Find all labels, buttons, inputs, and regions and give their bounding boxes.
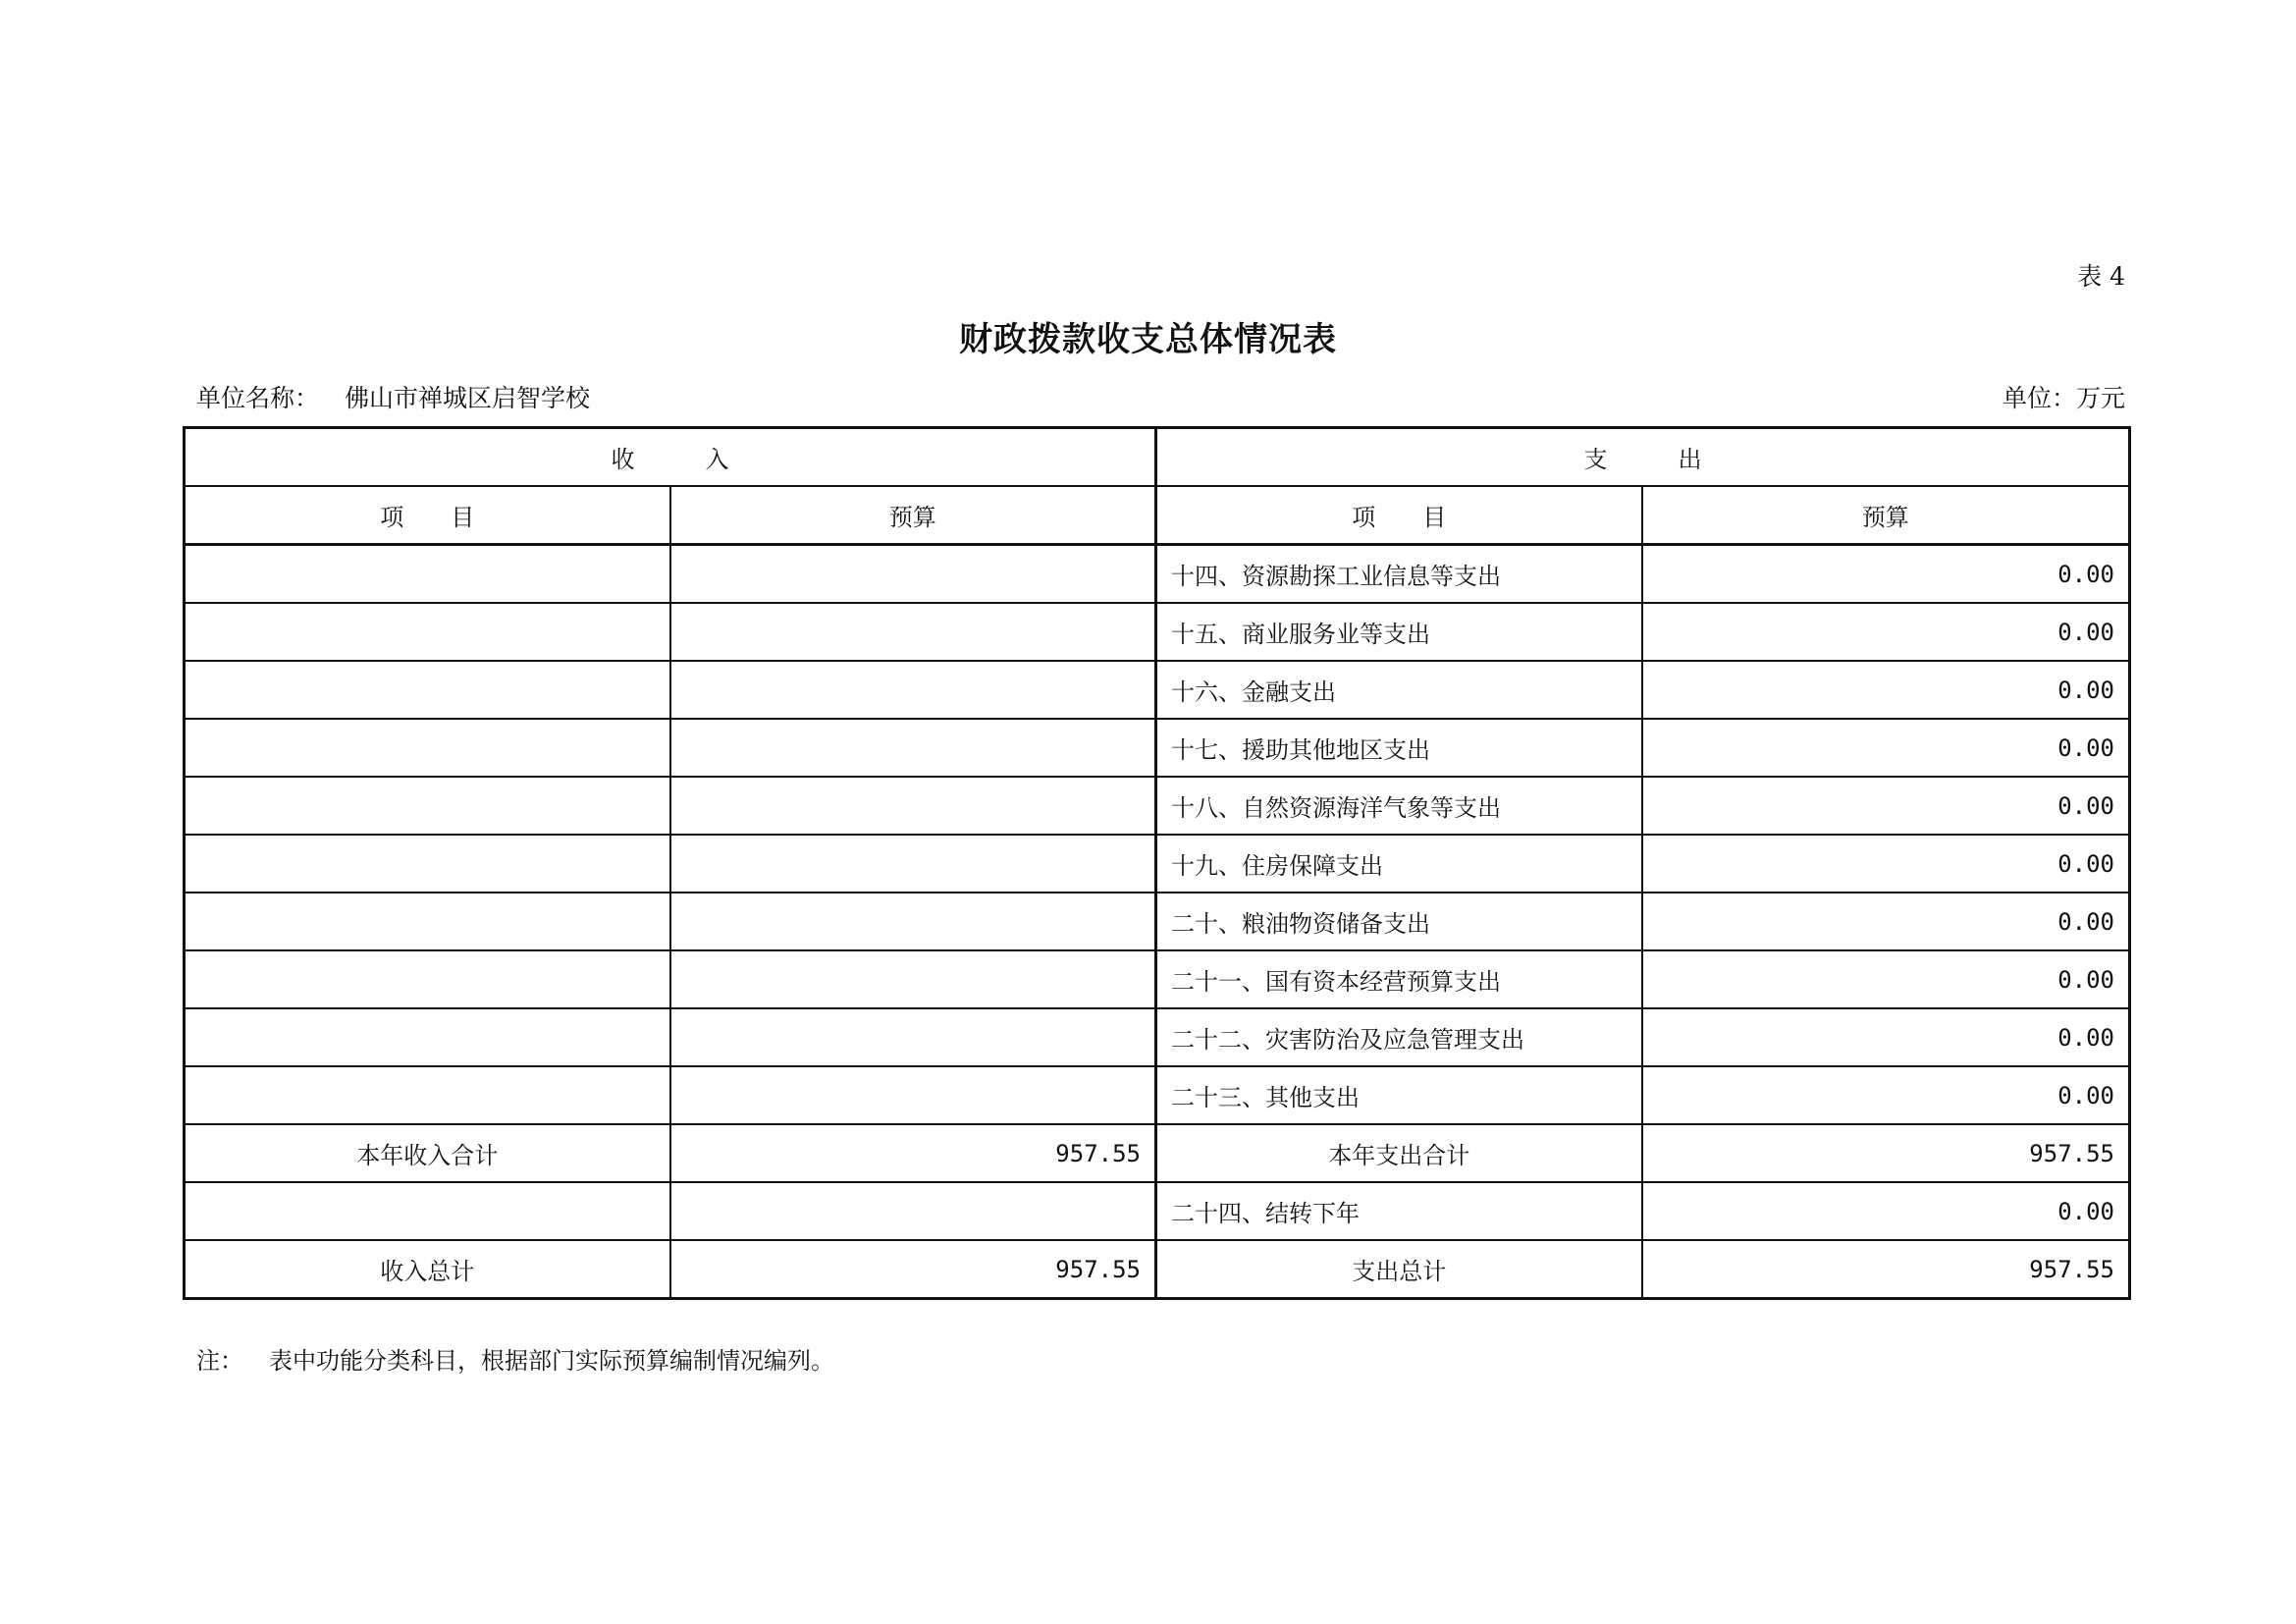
table-row [185, 893, 2130, 950]
expense-budget-cell: 0.00 [1642, 603, 2130, 661]
expense-budget-cell: 0.00 [1642, 835, 2130, 893]
income-budget-cell [670, 661, 1156, 719]
expense-item-cell: 二十三、其他支出 [1156, 1066, 1642, 1124]
expense-budget-cell: 0.00 [1642, 1182, 2130, 1240]
expense-budget-cell: 957.55 [1642, 1124, 2130, 1182]
table-row [185, 1066, 2130, 1124]
income-item-cell [185, 603, 670, 661]
expense-item-cell: 二十一、国有资本经营预算支出 [1156, 950, 1642, 1008]
expense-item-cell: 十六、金融支出 [1156, 661, 1642, 719]
expense-budget-cell: 0.00 [1642, 661, 2130, 719]
expense-budget-cell: 957.55 [1642, 1240, 2130, 1299]
income-item-cell [185, 719, 670, 777]
income-header: 收 入 [185, 428, 1156, 487]
expense-budget-cell: 0.00 [1642, 1008, 2130, 1066]
expense-item-cell: 支出总计 [1156, 1240, 1642, 1299]
income-item-cell [185, 1182, 670, 1240]
income-item-cell [185, 835, 670, 893]
income-budget-cell [670, 719, 1156, 777]
income-budget-cell [670, 835, 1156, 893]
income-budget-cell: 957.55 [670, 1240, 1156, 1299]
table-row [185, 545, 2130, 604]
expense-budget-cell: 0.00 [1642, 777, 2130, 835]
expense-item-cell: 十八、自然资源海洋气象等支出 [1156, 777, 1642, 835]
income-budget-cell [670, 777, 1156, 835]
income-item-cell [185, 545, 670, 604]
income-item-header: 项 目 [185, 486, 670, 545]
income-budget-cell [670, 545, 1156, 604]
grand-total-row [185, 1240, 2130, 1299]
table-row [185, 719, 2130, 777]
income-budget-cell [670, 893, 1156, 950]
income-budget-cell [670, 1182, 1156, 1240]
page-title: 财政拨款收支总体情况表 [959, 320, 1337, 359]
table-number: 表 4 [2077, 262, 2125, 291]
unit-name-line [196, 379, 590, 414]
income-item-cell [185, 893, 670, 950]
unit-name-label: 单位名称： [196, 384, 320, 412]
table-row [185, 661, 2130, 719]
table-row [185, 950, 2130, 1008]
table-row [185, 1008, 2130, 1066]
expense-budget-cell: 0.00 [1642, 1066, 2130, 1124]
expense-item-cell: 二十四、结转下年 [1156, 1182, 1642, 1240]
unit-label: 单位：万元 [2002, 384, 2125, 412]
income-item-cell [185, 1008, 670, 1066]
income-budget-header: 预算 [670, 486, 1156, 545]
note-text: 表中功能分类科目，根据部门实际预算编制情况编列。 [269, 1347, 834, 1375]
expense-item-cell: 十四、资源勘探工业信息等支出 [1156, 545, 1642, 604]
expense-budget-header: 预算 [1642, 486, 2130, 545]
column-header-row [185, 486, 2130, 545]
income-budget-cell [670, 1008, 1156, 1066]
expense-item-cell: 十九、住房保障支出 [1156, 835, 1642, 893]
footnote [196, 1341, 834, 1376]
income-item-cell [185, 661, 670, 719]
expense-item-cell: 二十二、灾害防治及应急管理支出 [1156, 1008, 1642, 1066]
unit-name-value: 佛山市禅城区启智学校 [345, 384, 591, 412]
expense-header: 支 出 [1156, 428, 2130, 487]
year-total-row [185, 1124, 2130, 1182]
finance-table [183, 426, 2131, 1300]
expense-budget-cell: 0.00 [1642, 950, 2130, 1008]
expense-budget-cell: 0.00 [1642, 545, 2130, 604]
income-item-cell: 收入总计 [185, 1240, 670, 1299]
section-header-row [185, 428, 2130, 487]
table-row [185, 835, 2130, 893]
expense-item-cell: 十七、援助其他地区支出 [1156, 719, 1642, 777]
income-budget-cell [670, 950, 1156, 1008]
income-item-cell [185, 777, 670, 835]
expense-budget-cell: 0.00 [1642, 893, 2130, 950]
expense-item-cell: 本年支出合计 [1156, 1124, 1642, 1182]
income-budget-cell: 957.55 [670, 1124, 1156, 1182]
table-row [185, 603, 2130, 661]
expense-item-header: 项 目 [1156, 486, 1642, 545]
income-budget-cell [670, 603, 1156, 661]
table-row [185, 777, 2130, 835]
note-label: 注： [196, 1347, 243, 1375]
expense-budget-cell: 0.00 [1642, 719, 2130, 777]
carry-forward-row [185, 1182, 2130, 1240]
income-item-cell [185, 1066, 670, 1124]
expense-item-cell: 十五、商业服务业等支出 [1156, 603, 1642, 661]
expense-item-cell: 二十、粮油物资储备支出 [1156, 893, 1642, 950]
income-budget-cell [670, 1066, 1156, 1124]
income-item-cell [185, 950, 670, 1008]
income-item-cell: 本年收入合计 [185, 1124, 670, 1182]
